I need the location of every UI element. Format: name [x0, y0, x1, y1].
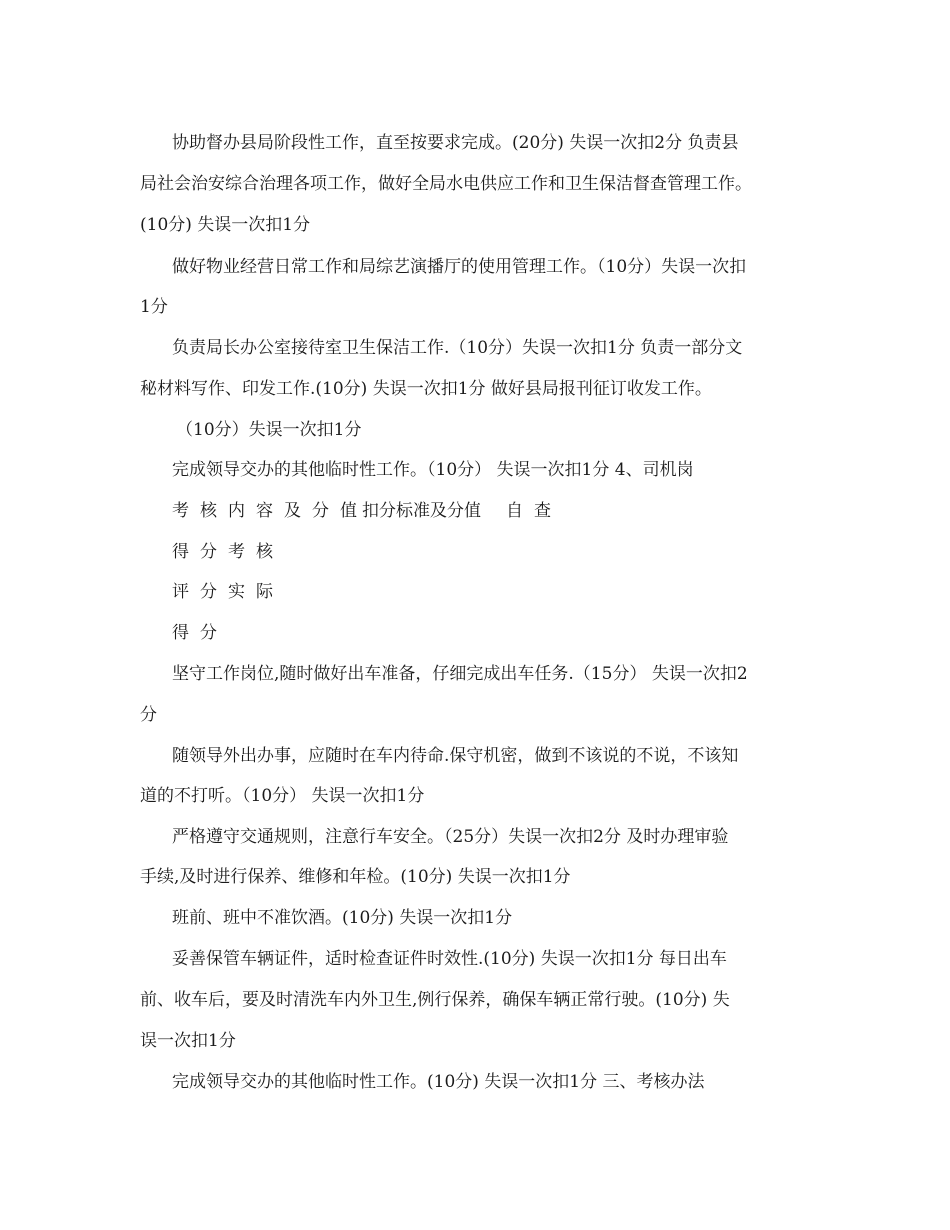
text-line: 坚守工作岗位,随时做好出车准备，仔细完成出车任务.（15分） 失误一次扣2 — [172, 664, 748, 684]
text-line: 分 — [140, 705, 157, 725]
text-line: 随领导外出办事，应随时在车内待命.保守机密，做到不该说的不说，不该知 — [172, 746, 739, 766]
table-header-content: 考核内容及分值 — [172, 501, 368, 521]
table-header-line: 得分 — [172, 623, 228, 643]
text-line: 道的不打听。（10分） 失误一次扣1分 — [140, 786, 425, 806]
text-line: 负责局长办公室接待室卫生保洁工作.（10分）失误一次扣1分 负责一部分文 — [172, 338, 743, 358]
text-line: （10分）失误一次扣1分 — [176, 420, 362, 440]
text-line: 秘材料写作、印发工作.(10分) 失误一次扣1分 做好县局报刊征订收发工作。 — [140, 379, 712, 399]
table-header-line: 得分考核 — [172, 542, 284, 562]
text-line: 做好物业经营日常工作和局综艺演播厅的使用管理工作。（10分）失误一次扣 — [172, 257, 747, 277]
text-line: 前、收车后，要及时清洗车内外卫生,例行保养，确保车辆正常行驶。(10分) 失 — [140, 990, 730, 1010]
table-header-selfcheck: 自查 — [506, 501, 562, 521]
text-line: 完成领导交办的其他临时性工作。(10分) 失误一次扣1分 三、考核办法 — [172, 1072, 705, 1092]
text-line: 局社会治安综合治理各项工作，做好全局水电供应工作和卫生保洁督查管理工作。 — [140, 174, 752, 194]
text-line: 严格遵守交通规则，注意行车安全。（25分）失误一次扣2分 及时办理审验 — [172, 827, 729, 847]
table-header-deduction: 扣分标准及分值 — [362, 501, 481, 521]
text-line: 妥善保管车辆证件，适时检查证件时效性.(10分) 失误一次扣1分 每日出车 — [172, 949, 727, 969]
table-header-line: 评分实际 — [172, 582, 284, 602]
text-line: 完成领导交办的其他临时性工作。（10分） 失误一次扣1分 4、司机岗 — [172, 460, 694, 480]
text-line: 班前、班中不准饮酒。(10分) 失误一次扣1分 — [172, 908, 513, 928]
text-line: 手续,及时进行保养、维修和年检。(10分) 失误一次扣1分 — [140, 867, 571, 887]
text-line: 误一次扣1分 — [140, 1031, 236, 1051]
text-line: 1分 — [140, 297, 168, 317]
text-line: 协助督办县局阶段性工作，直至按要求完成。(20分) 失误一次扣2分 负责县 — [172, 133, 739, 153]
text-line: (10分) 失误一次扣1分 — [140, 215, 311, 235]
